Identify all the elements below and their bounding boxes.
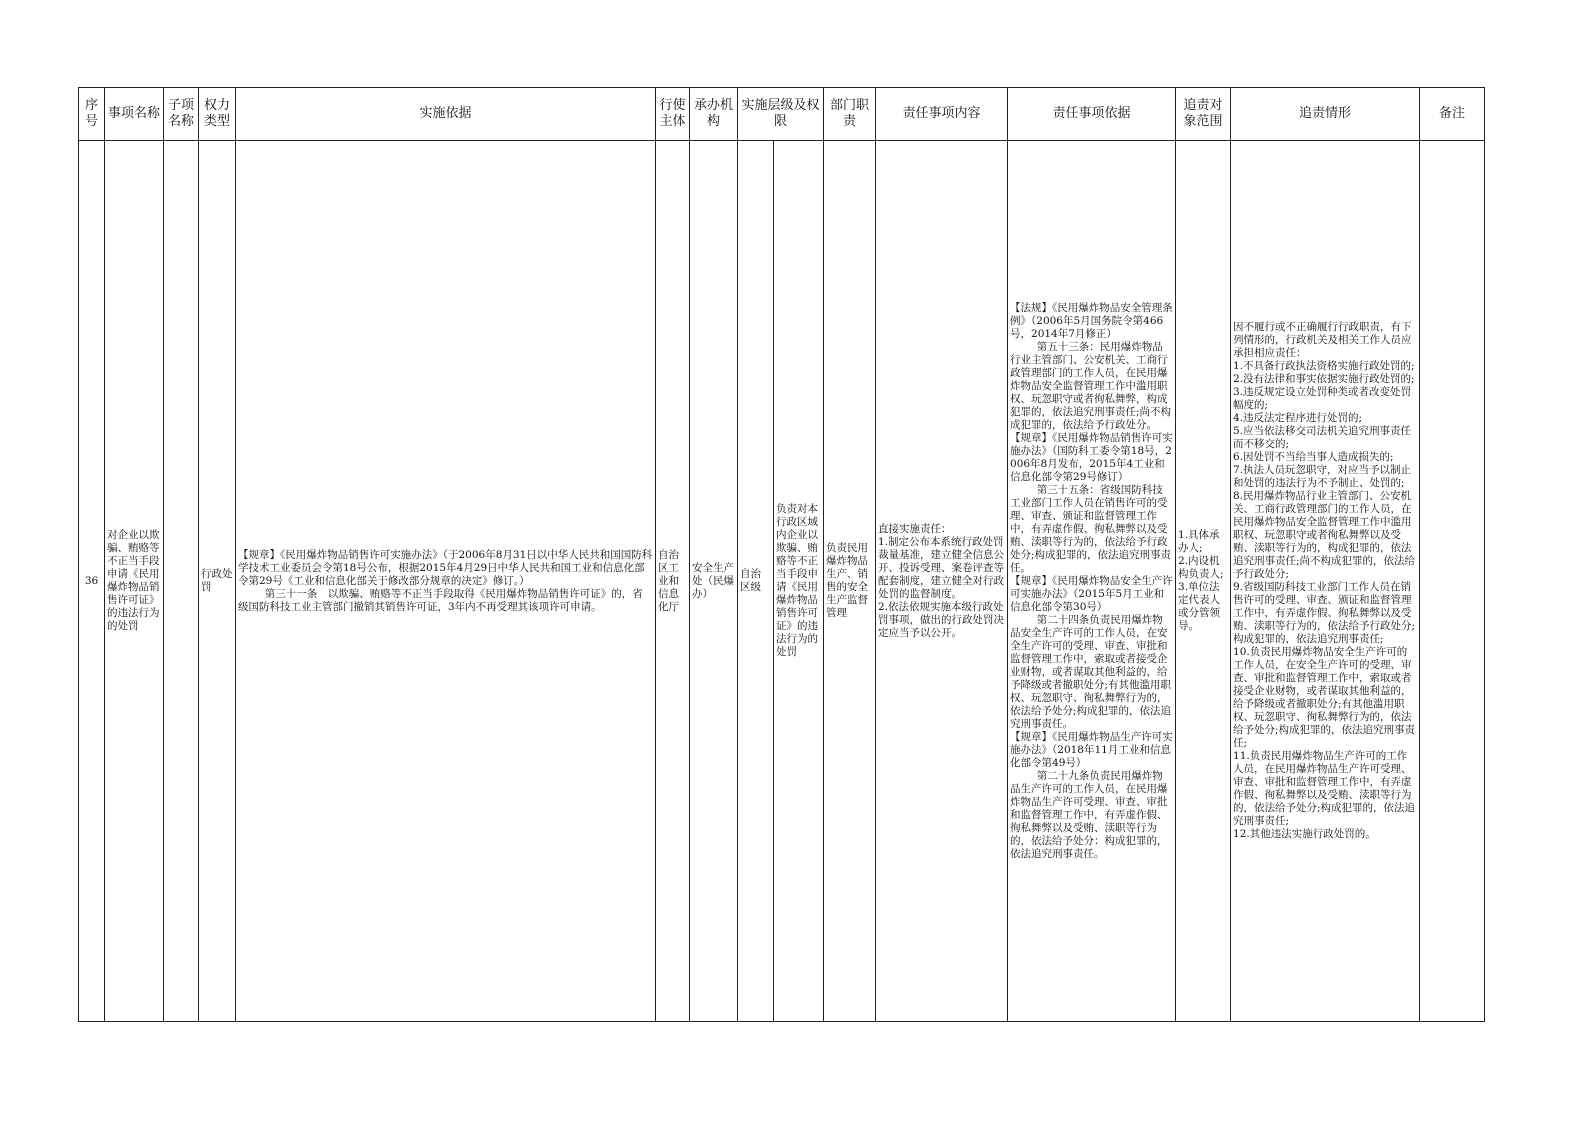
table-row — [79, 141, 1485, 1022]
cell-authority: 负责对本行政区域内企业以欺骗、贿赂等不正当手段申请《民用爆炸物品销售许可证》的违法行为的处罚 — [774, 141, 824, 1022]
power-list-table — [78, 87, 1485, 1022]
resp-basis-rule2-title: 【规章】《民用爆炸物品安全生产许可实施办法》（2015年5月工业和信息化部令第30号） — [1010, 574, 1173, 613]
header-sub-item: 子项名称 — [164, 88, 199, 141]
cell-accountability-cases: 因不履行或不正确履行行政职责，有下列情形的，行政机关及相关工作人员应承担相应责任： 1.不具备行政执法资格实施行政处罚的; 2.没有法律和事实依据实施行政处罚的; 3.违反规定设立处罚种类或者改变处罚幅度的; 4.违反法定程序进行处罚的; 5.应当依法移交司法机关追究刑事责任而不移交的; 6.因处罚不当给当事人造成损失的; 7.执法人员玩忽职守，对应当予以制止和处罚的违法行为不予制止、处罚的; 8.民用爆炸物品行业主管部门、公安机关、工商行政管理部门的工作人员，在民用爆炸物品安全监督管理工作中滥用职权、玩忽职守或者徇私舞弊以及受贿、渎职等行为的，构成犯罪的，依法追究刑事责任;尚不构成犯罪的，依法给予行政处分; 9.省级国防科技工业部门工作人员在销售许可的受理、审查、颁证和监督管理工作中，有弄虚作假、徇私舞弊以及受贿、渎职等行为的，依法给予行政处分;构成犯罪的，依法追究刑事责任; 10.负责民用爆炸物品安全生产许可的工作人员，在安全生产许可的受理、审查、审批和监督管理工作中，索取或者接受企业财物，或者谋取其他利益的，给予降级或者撤职处分;有其他滥用职权、玩忽职守、徇私舞弊行为的，依法给予处分;构成犯罪的，依法追究刑事责任; 11.负责民用爆炸物品生产许可的工作人员，在民用爆炸物品生产许可受理、审查、审批和监督管理工作中，有弄虚作假、徇私舞弊以及受贿、渎职等行为的，依法给予处分;构成犯罪的，依法追究刑事责任; 12.其他违法实施行政处罚的。 — [1231, 141, 1420, 1022]
cell-remarks — [1420, 141, 1485, 1022]
cell-item-name: 对企业以欺骗、贿赂等不正当手段申请《民用爆炸物品销售许可证》的违法行为的处罚 — [105, 141, 164, 1022]
header-seq: 序号 — [79, 88, 105, 141]
cell-power-type: 行政处罚 — [199, 141, 236, 1022]
cell-level: 自治区级 — [738, 141, 774, 1022]
resp-basis-law-title: 【法规】《民用爆炸物品安全管理条例》（2006年5月国务院令第466号，2014年7月修正） — [1010, 301, 1173, 340]
header-level-authority: 实施层级及权限 — [738, 88, 824, 141]
cell-handler: 安全生产处（民爆办） — [690, 141, 738, 1022]
header-handler: 承办机构 — [690, 88, 738, 141]
resp-basis-rule3-article: 第二十九条负责民用爆炸物品生产许可的工作人员，在民用爆炸物品生产许可受理、审查、审批和监督管理工作中，有弄虚作假、徇私舞弊以及受贿、渎职等行为的，依法给予处分：构成犯罪的，依法追究刑事责任。 — [1010, 769, 1168, 860]
cell-sub-item — [164, 141, 199, 1022]
header-item-name: 事项名称 — [105, 88, 164, 141]
header-duty: 部门职责 — [824, 88, 876, 141]
header-basis: 实施依据 — [236, 88, 656, 141]
header-resp-basis: 责任事项依据 — [1008, 88, 1176, 141]
cell-resp-content: 直接实施责任： 1.制定公布本系统行政处罚裁量基准，建立健全信息公开、投诉受理、案卷评查等配套制度，建立健全对行政处罚的监督制度。 2.依法依规实施本级行政处罚事项，做出的行政处罚决定应当予以公开。 — [876, 141, 1008, 1022]
resp-basis-law-article: 第五十三条：民用爆炸物品行业主管部门、公安机关、工商行政管理部门的工作人员，在民用爆炸物品安全监督管理工作中滥用职权、玩忽职守或者徇私舞弊，构成犯罪的，依法追究刑事责任;尚不构成犯罪的，依法给予行政处分。 — [1010, 340, 1172, 431]
header-accountability-scope: 追责对象范围 — [1176, 88, 1231, 141]
header-resp-content: 责任事项内容 — [876, 88, 1008, 141]
cell-seq: 36 — [79, 141, 105, 1022]
resp-basis-rule2-article: 第二十四条负责民用爆炸物品安全生产许可的工作人员，在安全生产许可的受理、审查、审批和监督管理工作中，索取或者接受企业财物，或者谋取其他利益的，给予降级或者撤职处分;有其他滥用职权、玩忽职守、徇私舞弊行为的，依法给予处分;构成犯罪的，依法追究刑事责任。 — [1010, 613, 1172, 730]
cell-subject: 自治区工业和信息化厅 — [656, 141, 690, 1022]
header-subject: 行使主体 — [656, 88, 690, 141]
header-accountability-cases: 追责情形 — [1231, 88, 1420, 141]
cell-resp-basis — [1008, 141, 1176, 1022]
resp-basis-rule1-title: 【规章】《民用爆炸物品销售许可实施办法》（国防科工委令第18号，2006年8月发布，2015年4工业和信息化部令第29号修订） — [1010, 431, 1173, 483]
header-power-type: 权力类型 — [199, 88, 236, 141]
cell-duty: 负责民用爆炸物品生产、销售的安全生产监督管理 — [824, 141, 876, 1022]
resp-basis-rule3-title: 【规章】《民用爆炸物品生产许可实施办法》（2018年11月工业和信息化部令第49号） — [1010, 730, 1173, 769]
cell-basis: 【规章】《民用爆炸物品销售许可实施办法》（于2006年8月31日以中华人民共和国国防科学技术工业委员会令第18号公布，根据2015年4月29日中华人民共和国工业和信息化部令第29号《工业和信息化部关于修改部分规章的决定》修订。） 第三十一条 以欺骗、贿赂等不正当手段取得《民用爆炸物品销售许可证》的，省级国防科技工业主管部门撤销其销售许可证，3年内不再受理其该项许可申请。 — [236, 141, 656, 1022]
cell-accountability-scope: 1.具体承办人; 2.内设机构负责人; 3.单位法定代表人或分管领导。 — [1176, 141, 1231, 1022]
header-remarks: 备注 — [1420, 88, 1485, 141]
resp-basis-rule1-article: 第三十五条：省级国防科技工业部门工作人员在销售许可的受理、审查、颁证和监督管理工作中，有弄虚作假、徇私舞弊以及受贿、渎职等行为的，依法给予行政处分;构成犯罪的，依法追究刑事责任。 — [1010, 483, 1172, 574]
header-row — [79, 88, 1485, 141]
